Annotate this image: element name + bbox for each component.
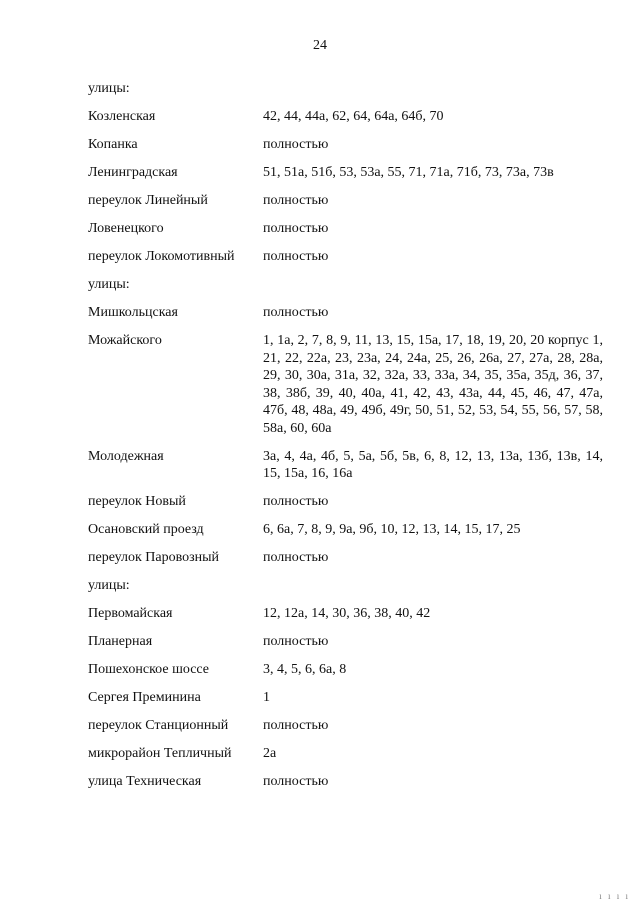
street-name: переулок Линейный [88, 193, 208, 208]
street-name: улицы: [88, 578, 130, 593]
street-name: Ловенецкого [88, 221, 164, 236]
street-row [88, 521, 608, 539]
street-name: Пошехонское шоссе [88, 662, 210, 677]
street-row [88, 448, 608, 483]
street-row [88, 773, 608, 791]
street-row [88, 248, 608, 266]
street-name: улица Техническая [88, 774, 202, 789]
street-name: переулок Локомотивный [88, 249, 235, 264]
street-name: Ленинградская [88, 165, 178, 180]
street-name: Сергея Преминина [88, 690, 201, 705]
house-numbers: 42, 44, 44а, 62, 64, 64а, 64б, 70 [263, 109, 444, 124]
street-name: переулок Станционный [88, 718, 229, 733]
house-numbers: полностью [263, 494, 329, 509]
house-numbers: 2а [263, 746, 277, 761]
street-row [88, 108, 608, 126]
street-row [88, 220, 608, 238]
street-name: улицы: [88, 81, 130, 96]
street-row [88, 717, 608, 735]
street-row [88, 136, 608, 154]
scan-marks: ı ı ı ı [599, 891, 630, 901]
street-row [88, 745, 608, 763]
house-numbers: полностью [263, 634, 329, 649]
house-numbers: полностью [263, 249, 329, 264]
house-numbers: 51, 51а, 51б, 53, 53а, 55, 71, 71а, 71б, 73, 73а, 73в [263, 165, 554, 180]
house-numbers: полностью [263, 550, 329, 565]
house-numbers: 1 [263, 690, 270, 705]
house-numbers: 6, 6а, 7, 8, 9, 9а, 9б, 10, 12, 13, 14, 15, 17, 25 [263, 522, 521, 537]
street-name: Можайского [88, 333, 162, 348]
house-numbers: полностью [263, 305, 329, 320]
house-numbers: полностью [263, 193, 329, 208]
street-row [88, 192, 608, 210]
street-row [88, 661, 608, 679]
street-name: Козленская [88, 109, 156, 124]
street-list [88, 80, 608, 801]
house-numbers: полностью [263, 137, 329, 152]
house-numbers: 3, 4, 5, 6, 6а, 8 [263, 662, 347, 677]
house-numbers: 3а, 4, 4а, 4б, 5, 5а, 5б, 5в, 6, 8, 12, 13, 13а, 13б, 13в, 14, 15, 15а, 16, 16а [263, 448, 603, 481]
street-name: Мишкольцская [88, 305, 178, 320]
street-name: переулок Новый [88, 494, 186, 509]
house-numbers: 1, 1а, 2, 7, 8, 9, 11, 13, 15, 15а, 17, 18, 19, 20, 20 корпус 1, 21, 22, 22а, 23, 23а, 24, 24а, 25, 26, 26а, 27, 27а, 28, 28а, 29, 30, 30а, 31а, 32, 32а, 33, 33а, 34, 35, 35а, 35д, 36, 37, 38, 38б, 39, 40, 40а, 41, 42, 43, 43а, 44, 45, 46, 47, 47а, 47б, 48, 48а, 49, 49б, 49г, 50, 51, 52, 53, 54, 55, 56, 57, 58, 58а, 60, 60а [263, 333, 603, 436]
street-name: микрорайон Тепличный [88, 746, 232, 761]
house-numbers: полностью [263, 774, 329, 789]
street-row [88, 605, 608, 623]
street-name: Первомайская [88, 606, 173, 621]
page-number: 24 [313, 38, 327, 53]
street-row [88, 633, 608, 651]
street-row [88, 689, 608, 707]
street-row [88, 549, 608, 567]
street-name: улицы: [88, 277, 130, 292]
street-row [88, 304, 608, 322]
street-name: Осановский проезд [88, 522, 204, 537]
street-row [88, 493, 608, 511]
street-row [88, 332, 608, 437]
house-numbers: полностью [263, 718, 329, 733]
street-row [88, 164, 608, 182]
street-name: переулок Паровозный [88, 550, 220, 565]
street-name: Копанка [88, 137, 138, 152]
street-name: Молодежная [88, 448, 164, 464]
house-numbers: полностью [263, 221, 329, 236]
street-name: Планерная [88, 634, 153, 649]
house-numbers: 12, 12а, 14, 30, 36, 38, 40, 42 [263, 606, 431, 621]
street-row [88, 80, 608, 98]
street-row [88, 276, 608, 294]
street-row [88, 577, 608, 595]
